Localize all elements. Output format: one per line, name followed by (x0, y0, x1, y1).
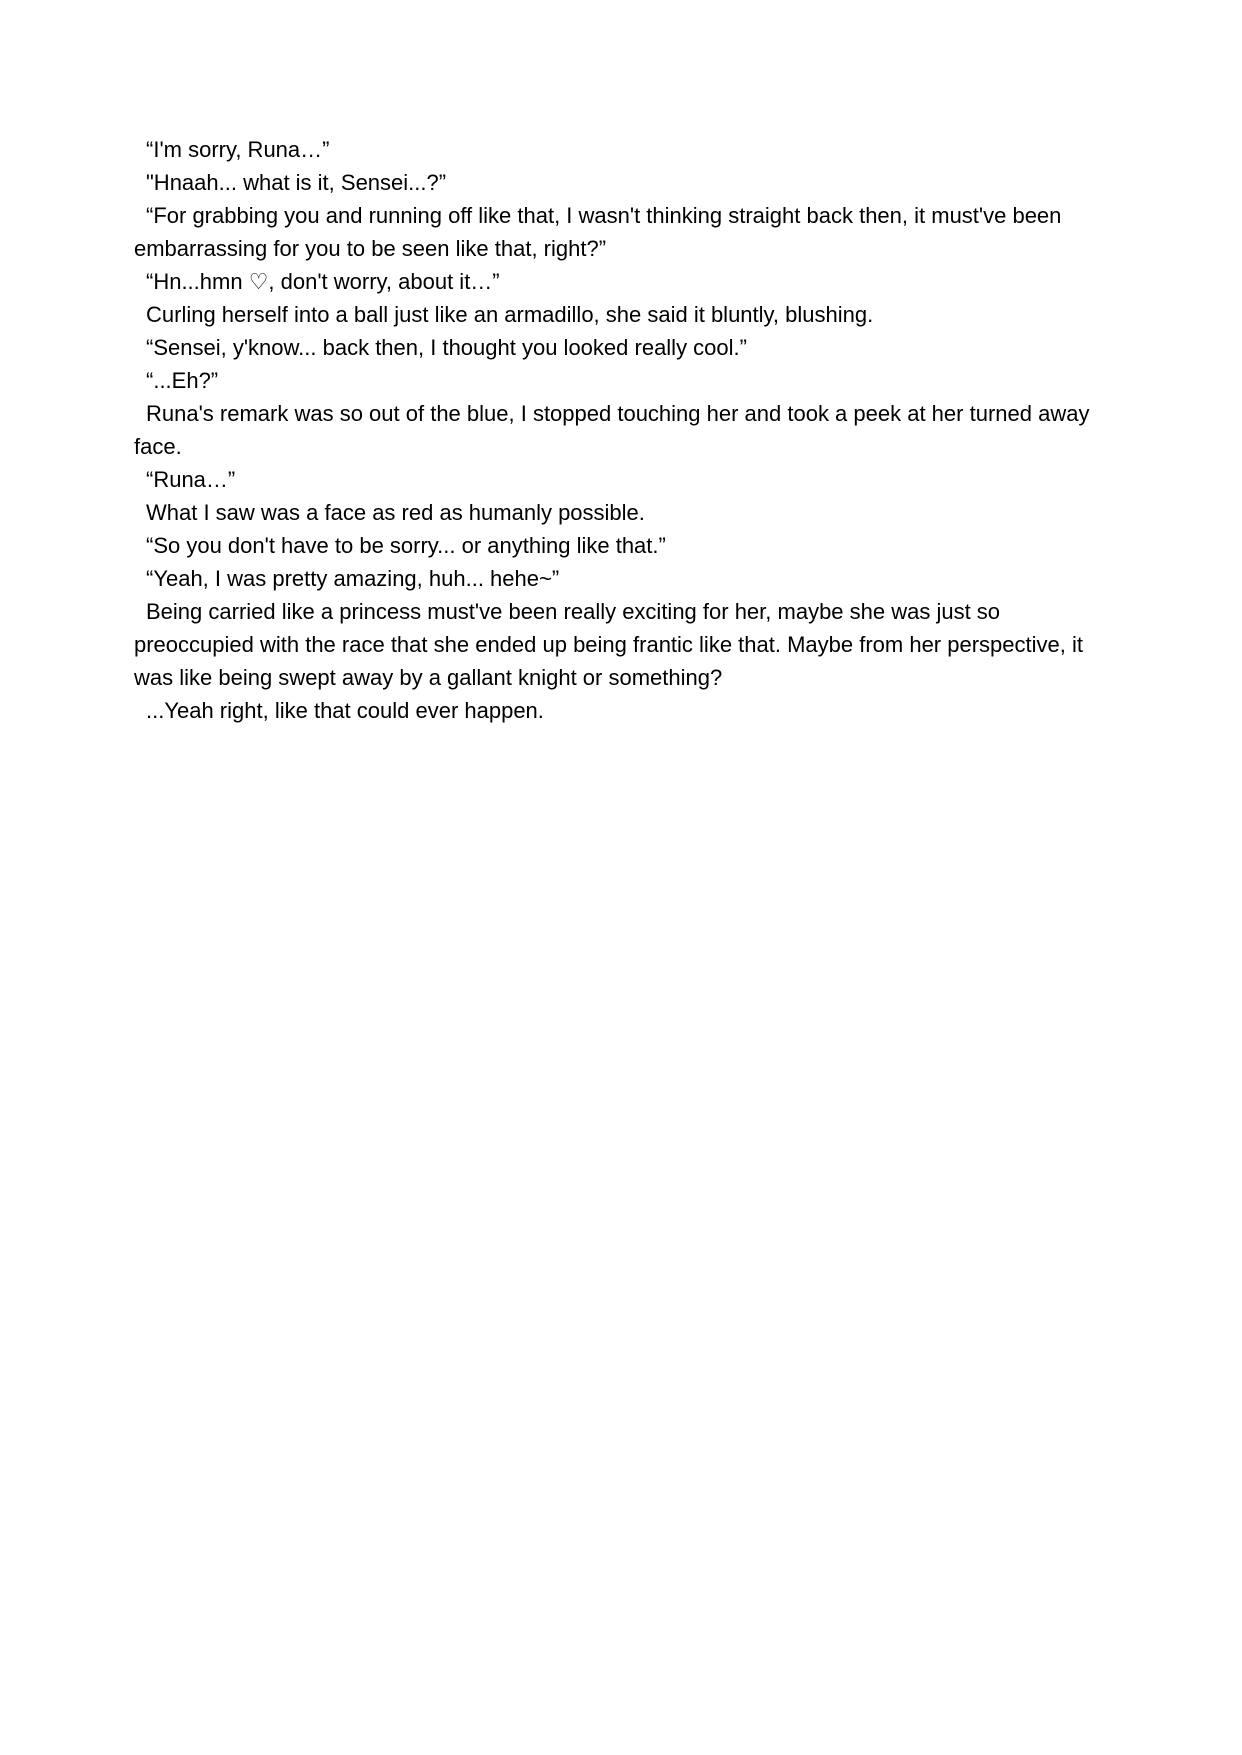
paragraph: “I'm sorry, Runa…” (146, 137, 330, 162)
paragraph: Curling herself into a ball just like an armadillo, she said it bluntly, blushing. (146, 302, 874, 327)
paragraph: "Hnaah... what is it, Sensei...?” (146, 170, 447, 195)
document-text-block (134, 133, 1107, 727)
paragraph: Being carried like a princess must've been really exciting for her, maybe she was just so preoccupied with the race that she ended up being frantic like that. Maybe from her perspective, it was like being swept away by a gallant knight or something? (134, 599, 1090, 690)
paragraph: “So you don't have to be sorry... or anything like that.” (146, 533, 666, 558)
paragraph: “Hn...hmn ♡, don't worry, about it…” (146, 269, 500, 294)
paragraph: “Sensei, y'know... back then, I thought you looked really cool.” (146, 335, 747, 360)
paragraph: “Runa…” (146, 467, 236, 492)
paragraph: “...Eh?” (146, 368, 219, 393)
paragraph: “Yeah, I was pretty amazing, huh... hehe~” (146, 566, 560, 591)
paragraph: Runa's remark was so out of the blue, I stopped touching her and took a peek at her turned away face. (134, 401, 1096, 459)
paragraph: ...Yeah right, like that could ever happen. (146, 698, 544, 723)
paragraph: “For grabbing you and running off like that, I wasn't thinking straight back then, it must've been embarrassing for you to be seen like that, right?” (134, 203, 1068, 261)
paragraph: What I saw was a face as red as humanly possible. (146, 500, 645, 525)
